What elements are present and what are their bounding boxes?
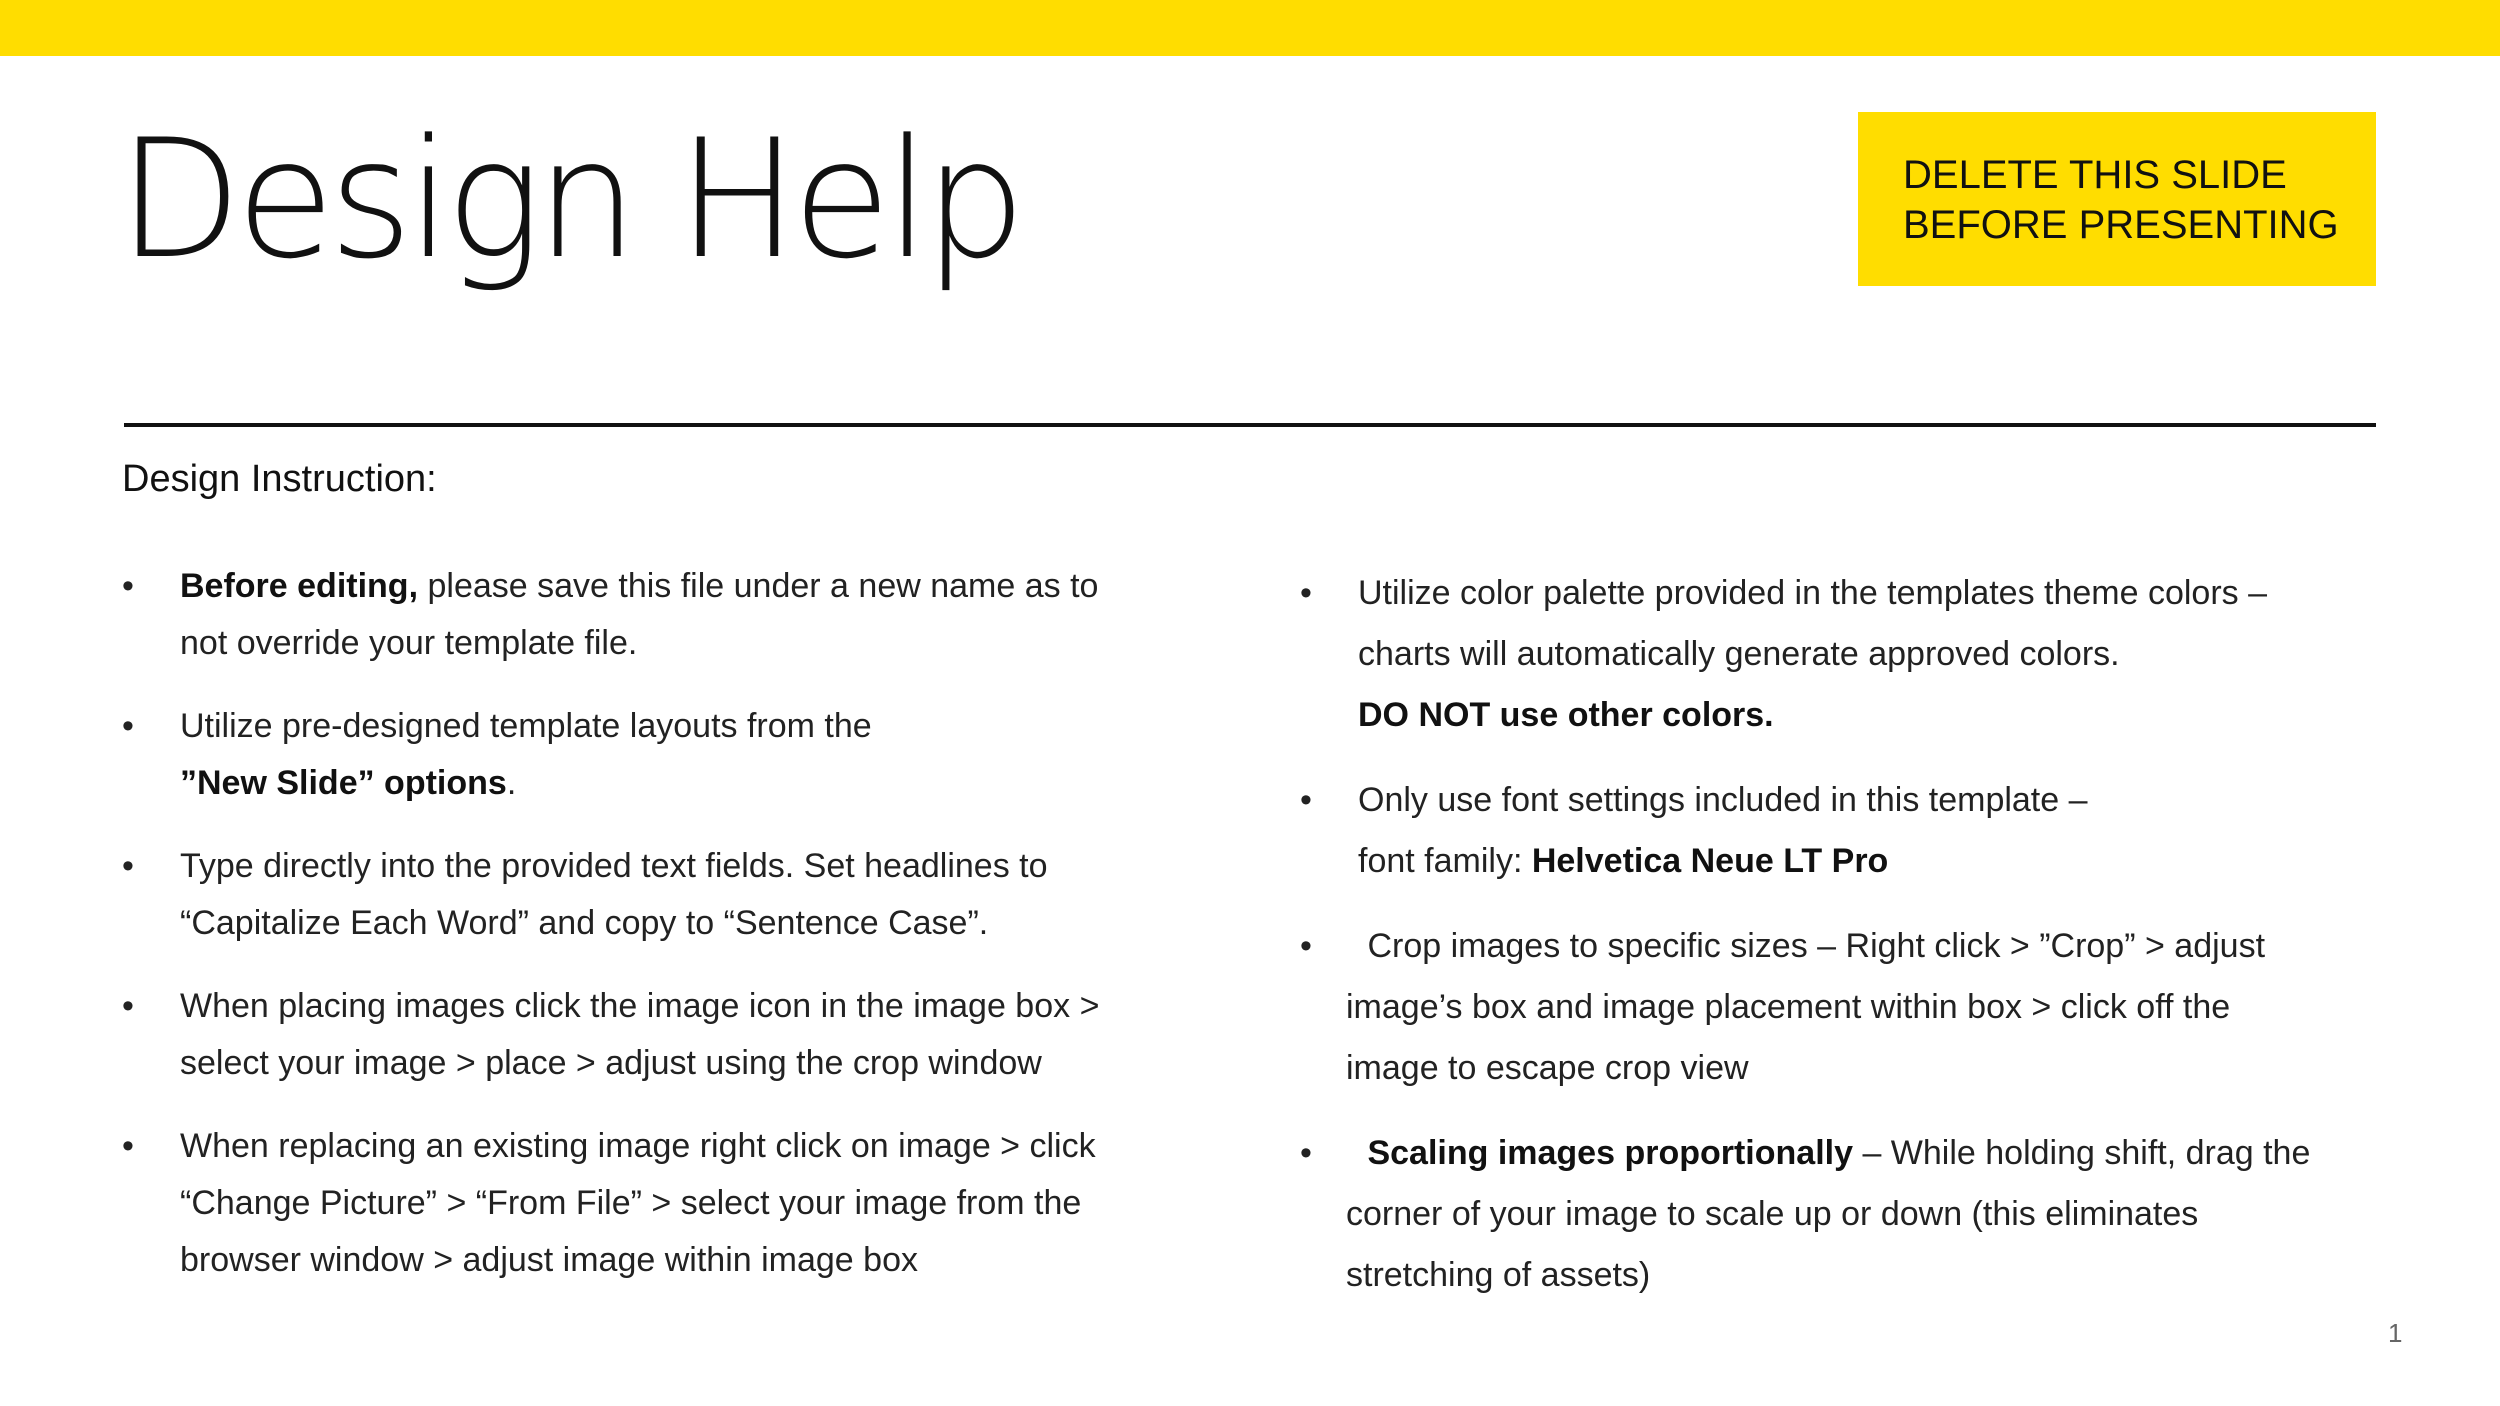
- delete-slide-badge: [1858, 112, 2376, 286]
- item-bold-text: DO NOT use other colors.: [1358, 696, 1774, 734]
- item-line: stretching of assets): [1346, 1256, 1651, 1294]
- item-line: [1358, 1123, 2400, 1184]
- list-item: [1300, 563, 2400, 746]
- item-line: [180, 558, 1182, 615]
- bullet-icon: •: [122, 987, 134, 1025]
- item-bold-text: ”New Slide” options: [180, 764, 507, 802]
- item-bold-text: Before editing,: [180, 567, 419, 605]
- bullet-icon: •: [122, 847, 134, 885]
- item-line: select your image > place > adjust using the crop window: [180, 1044, 1042, 1082]
- left-column-list: [122, 558, 1182, 1315]
- item-line: not override your template file.: [180, 624, 638, 662]
- divider-rule: [124, 423, 2376, 427]
- bullet-icon: •: [1300, 574, 1312, 612]
- bullet-icon: •: [1300, 1134, 1312, 1172]
- item-text: font family:: [1358, 842, 1532, 880]
- list-item: [122, 838, 1182, 952]
- item-line: charts will automatically generate approved colors.: [1358, 635, 2120, 673]
- item-line: Type directly into the provided text fields. Set headlines to: [180, 847, 1048, 885]
- list-item: [1300, 916, 2400, 1099]
- page-title: Design Help: [118, 104, 1021, 295]
- list-item: [122, 698, 1182, 812]
- item-bold-text: Scaling images proportionally: [1358, 1134, 1853, 1172]
- item-bold-text: Helvetica Neue LT Pro: [1531, 842, 1889, 880]
- section-heading: Design Instruction:: [122, 458, 437, 500]
- bullet-icon: •: [122, 1127, 134, 1165]
- list-item: [122, 1118, 1182, 1289]
- top-accent-bar: [0, 0, 2500, 56]
- item-line: [1358, 831, 2400, 892]
- item-line: browser window > adjust image within image box: [180, 1241, 918, 1279]
- item-text: .: [506, 764, 517, 802]
- item-line: Crop images to specific sizes – Right click > ”Crop” > adjust: [1358, 927, 2266, 965]
- item-line: [1358, 685, 2400, 746]
- badge-line-2: BEFORE PRESENTING: [1903, 203, 2339, 247]
- page-number: 1: [2388, 1318, 2403, 1348]
- item-line: Utilize pre-designed template layouts from the: [180, 707, 872, 745]
- item-line: corner of your image to scale up or down (this eliminates: [1346, 1195, 2199, 1233]
- item-text: please save this file under a new name as to: [418, 567, 1099, 605]
- bullet-icon: •: [122, 567, 134, 605]
- badge-line-1: DELETE THIS SLIDE: [1903, 153, 2287, 197]
- bullet-icon: •: [1300, 781, 1312, 819]
- item-line: Utilize color palette provided in the templates theme colors –: [1358, 574, 2268, 612]
- item-line: [180, 755, 1182, 812]
- list-item: [1300, 770, 2400, 892]
- item-line: When replacing an existing image right click on image > click: [180, 1127, 1096, 1165]
- list-item: [122, 978, 1182, 1092]
- list-item: [1300, 1123, 2400, 1306]
- item-line: Only use font settings included in this template –: [1358, 781, 2088, 819]
- right-column-list: [1300, 563, 2400, 1330]
- list-item: [122, 558, 1182, 672]
- item-line: image to escape crop view: [1346, 1049, 1749, 1087]
- item-line: “Capitalize Each Word” and copy to “Sentence Case”.: [180, 904, 989, 942]
- item-line: image’s box and image placement within box > click off the: [1346, 988, 2231, 1026]
- item-line: “Change Picture” > “From File” > select your image from the: [180, 1184, 1082, 1222]
- item-text: – While holding shift, drag the: [1853, 1134, 2311, 1172]
- bullet-icon: •: [122, 707, 134, 745]
- item-line: When placing images click the image icon in the image box >: [180, 987, 1100, 1025]
- bullet-icon: •: [1300, 927, 1312, 965]
